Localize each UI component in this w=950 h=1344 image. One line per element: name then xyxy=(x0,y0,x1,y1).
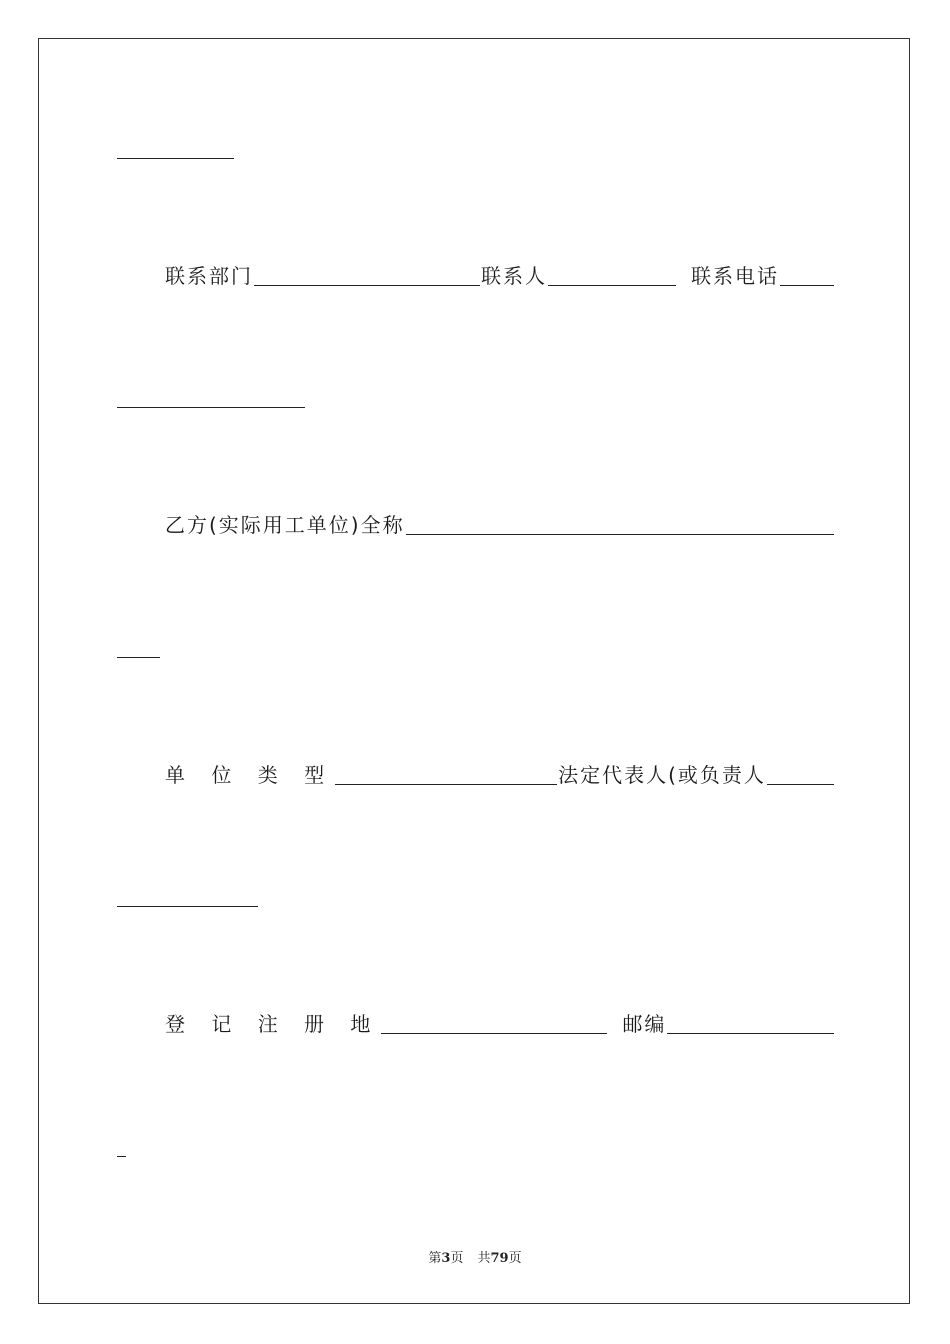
party-b-fullname-blank-continued[interactable] xyxy=(117,657,160,658)
unit-type-label: 单 位 类 型 xyxy=(165,763,335,787)
registration-line xyxy=(165,1007,835,1037)
page-footer xyxy=(0,1247,950,1266)
current-page-number: 3 xyxy=(441,1251,451,1266)
unit-type-blank[interactable] xyxy=(335,784,557,785)
contact-person-blank[interactable] xyxy=(548,285,676,286)
page-border xyxy=(38,38,910,1304)
registered-address-label: 登 记 注 册 地 xyxy=(165,1012,381,1036)
contact-person-label: 联系人 xyxy=(481,264,547,288)
total-pages-number: 79 xyxy=(490,1251,509,1266)
contact-phone-blank[interactable] xyxy=(780,285,834,286)
contact-line xyxy=(165,259,835,289)
contact-dept-blank[interactable] xyxy=(254,285,480,286)
legal-rep-label: 法定代表人(或负责人 xyxy=(558,763,766,787)
party-b-fullname-label: 乙方(实际用工单位)全称 xyxy=(165,513,405,537)
footer-total-unit: 页 xyxy=(508,1251,522,1266)
legal-rep-blank-continued[interactable] xyxy=(117,906,258,907)
footer-total-prefix: 共 xyxy=(477,1251,491,1266)
footer-prefix: 第 xyxy=(428,1251,442,1266)
postcode-label: 邮编 xyxy=(622,1012,667,1036)
party-b-line xyxy=(165,508,835,538)
registered-address-blank[interactable] xyxy=(381,1033,607,1034)
party-b-fullname-blank[interactable] xyxy=(406,534,834,535)
contact-phone-label: 联系电话 xyxy=(691,264,779,288)
postcode-blank-continued[interactable] xyxy=(117,1156,126,1157)
legal-rep-blank[interactable] xyxy=(767,784,834,785)
footer-page-unit: 页 xyxy=(450,1251,464,1266)
postcode-blank[interactable] xyxy=(667,1033,834,1034)
unit-line xyxy=(165,758,835,788)
continuation-blank-top[interactable] xyxy=(117,158,234,159)
contact-dept-label: 联系部门 xyxy=(165,264,253,288)
contact-phone-blank-continued[interactable] xyxy=(117,407,305,408)
